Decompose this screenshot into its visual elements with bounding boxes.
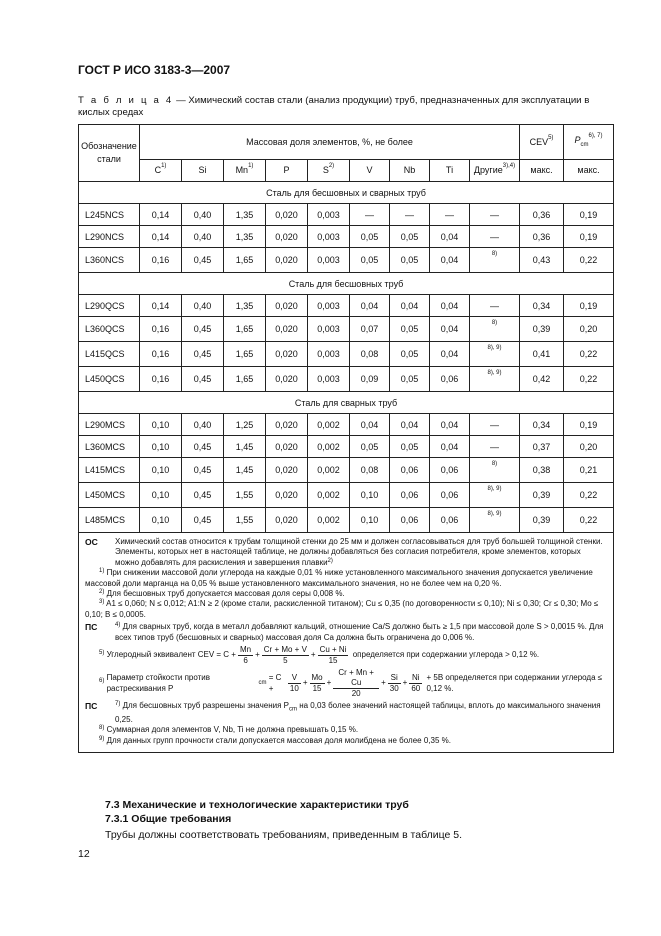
- value-cell: 0,37: [520, 436, 564, 458]
- value-cell: 0,40: [182, 414, 224, 436]
- value-cell: 8), 9): [470, 367, 520, 392]
- value-cell: 0,05: [390, 226, 430, 248]
- value-cell: 0,05: [390, 248, 430, 273]
- os-note: Химический состав относится к трубам толщиной стенки до 25 мм и должен согласовываться для труб большей толщиной стенки. Элементы, которых нет в настоящей таблице, не должны добавляться без согласия потребителя, кроме элементов, которых можно добавлять для раскисления и завершения плавки$^{2)}$: [115, 537, 603, 567]
- os-label: ОС: [85, 537, 98, 547]
- value-cell: 0,10: [140, 508, 182, 533]
- document-header: ГОСТ Р ИСО 3183-3—2007: [78, 63, 231, 77]
- value-cell: 0,020: [266, 508, 308, 533]
- value-cell: 0,04: [430, 248, 470, 273]
- value-cell: 0,08: [350, 342, 390, 367]
- value-cell: 1,25: [224, 414, 266, 436]
- value-cell: 8): [470, 248, 520, 273]
- value-cell: 0,14: [140, 204, 182, 226]
- value-cell: 0,04: [430, 414, 470, 436]
- value-cell: 0,08: [350, 458, 390, 483]
- value-cell: 0,40: [182, 226, 224, 248]
- table-row: [79, 367, 614, 392]
- value-cell: 1,45: [224, 436, 266, 458]
- value-cell: 0,19: [564, 295, 614, 317]
- table-caption: [78, 95, 613, 119]
- value-cell: 0,06: [390, 508, 430, 533]
- value-cell: 1,35: [224, 295, 266, 317]
- section-7-3-1-heading: 7.3.1 Общие требования: [105, 813, 232, 825]
- value-cell: 0,020: [266, 295, 308, 317]
- value-cell: 1,65: [224, 248, 266, 273]
- note-3: $^{3)}$ A1 ≤ 0,060; N ≤ 0,012; A1:N ≥ 2 (кроме стали, раскисленной титаном); Cu ≤ 0,35 (по договоренности ≤ 0,10); Ni ≤ 0,30; Cr ≤ 0,30; Mo ≤ 0,10; B ≤ 0,0005.: [85, 599, 599, 619]
- element-c: $C^{1)}$: [140, 159, 182, 181]
- value-cell: 0,04: [430, 317, 470, 342]
- table-row: [79, 204, 614, 226]
- value-cell: 1,55: [224, 508, 266, 533]
- note-1: $^{1)}$ При снижении массовой доли углерода на каждые 0,01 % ниже установленного максимального значения допускается увеличение массовой доли марганца на 0,05 % выше установленного максимального значения, но не более чем на 0,20 %.: [85, 568, 593, 588]
- value-cell: 0,42: [520, 367, 564, 392]
- table-row: [79, 458, 614, 483]
- value-cell: 0,10: [140, 414, 182, 436]
- element-s: $S^{2)}$: [308, 159, 350, 181]
- grade-cell: L290QCS: [79, 295, 140, 317]
- value-cell: 0,45: [182, 248, 224, 273]
- value-cell: 1,45: [224, 458, 266, 483]
- value-cell: 0,05: [390, 342, 430, 367]
- value-cell: —: [470, 414, 520, 436]
- value-cell: 0,45: [182, 458, 224, 483]
- grade-cell: L450MCS: [79, 483, 140, 508]
- value-cell: 0,05: [350, 436, 390, 458]
- cev-header: CEV$^{5)}$: [520, 125, 564, 160]
- value-cell: 1,65: [224, 317, 266, 342]
- value-cell: 0,003: [308, 295, 350, 317]
- value-cell: 0,40: [182, 204, 224, 226]
- value-cell: 0,04: [390, 295, 430, 317]
- value-cell: 0,020: [266, 342, 308, 367]
- table-row: [79, 483, 614, 508]
- value-cell: 0,04: [430, 295, 470, 317]
- table-row: [79, 295, 614, 317]
- value-cell: 0,002: [308, 508, 350, 533]
- pcm-max: макс.: [564, 159, 614, 181]
- value-cell: 0,36: [520, 204, 564, 226]
- element-v: V: [350, 159, 390, 181]
- ps-label: ПС: [85, 622, 98, 633]
- section-title: Сталь для бесшовных труб: [79, 273, 614, 295]
- value-cell: 0,05: [350, 226, 390, 248]
- value-cell: 0,003: [308, 226, 350, 248]
- page-number: 12: [78, 848, 90, 860]
- value-cell: 0,002: [308, 483, 350, 508]
- value-cell: 0,43: [520, 248, 564, 273]
- element-ti: Ti: [430, 159, 470, 181]
- element-si: Si: [182, 159, 224, 181]
- value-cell: 0,19: [564, 226, 614, 248]
- value-cell: 0,19: [564, 204, 614, 226]
- value-cell: 1,65: [224, 367, 266, 392]
- element-other: Другие$^{3),4)}$: [470, 159, 520, 181]
- value-cell: 0,020: [266, 436, 308, 458]
- value-cell: 0,04: [350, 414, 390, 436]
- element-nb: Nb: [390, 159, 430, 181]
- value-cell: 0,22: [564, 248, 614, 273]
- table-row: [79, 508, 614, 533]
- mass-fraction-header: Массовая доля элементов, %, не более: [140, 125, 520, 160]
- value-cell: 0,002: [308, 458, 350, 483]
- value-cell: —: [470, 436, 520, 458]
- note-9: $^{9)}$ Для данных групп прочности стали допускается массовая доля молибдена не более 0,35 %.: [99, 735, 451, 745]
- value-cell: 0,06: [430, 508, 470, 533]
- value-cell: 0,09: [350, 367, 390, 392]
- value-cell: 0,34: [520, 414, 564, 436]
- table-row: [79, 436, 614, 458]
- value-cell: 0,05: [390, 436, 430, 458]
- value-cell: 0,14: [140, 226, 182, 248]
- value-cell: 0,39: [520, 508, 564, 533]
- value-cell: —: [350, 204, 390, 226]
- value-cell: 0,20: [564, 436, 614, 458]
- note-8: $^{8)}$ Суммарная доля элементов V, Nb, Ti не должна превышать 0,15 %.: [99, 725, 359, 735]
- value-cell: 0,003: [308, 342, 350, 367]
- section-7-3-heading: 7.3 Механические и технологические характеристики труб: [105, 799, 409, 811]
- value-cell: 0,04: [430, 436, 470, 458]
- grade-cell: L360NCS: [79, 248, 140, 273]
- note-4: $^{4)}$ Для сварных труб, когда в металл добавляют кальций, отношение Ca/S должно быть ≥ 1,5 при массовой доле S > 0,0015 %. Для всех типов труб (бесшовных и сварных) массовая доля Ca должна быть ограничена до 0,006 %.: [115, 622, 604, 642]
- value-cell: 0,10: [140, 483, 182, 508]
- value-cell: —: [390, 204, 430, 226]
- grade-cell: L450QCS: [79, 367, 140, 392]
- element-p: P: [266, 159, 308, 181]
- table-row: [79, 226, 614, 248]
- table-row: [79, 342, 614, 367]
- value-cell: 8): [470, 317, 520, 342]
- value-cell: 0,10: [350, 483, 390, 508]
- value-cell: 0,38: [520, 458, 564, 483]
- note-6-formula: $^{6)}$ Параметр стойкости против растрескивания P cm = C + $\frac{V}{10}$ + $\frac{Mo}{15}$ + $\frac{Cr + Mn + Cu}{20}$ + $\frac{Si}{30}$ + $\frac{Ni}{60}$ + 5B определяется при содержании углерода ≤ 0,12 %.: [99, 668, 603, 699]
- value-cell: —: [470, 295, 520, 317]
- value-cell: 0,39: [520, 317, 564, 342]
- grade-cell: L290MCS: [79, 414, 140, 436]
- value-cell: 0,16: [140, 342, 182, 367]
- value-cell: 0,003: [308, 317, 350, 342]
- value-cell: —: [430, 204, 470, 226]
- note-5-formula: $^{5)}$ Углеродный эквивалент CEV = C + $\frac{Mn}{6}$ + $\frac{Cr + Mo + V}{5}$ + $\frac{Cu + Ni}{15}$ определяется при содержании углерода > 0,12 %.: [99, 645, 540, 666]
- value-cell: 0,45: [182, 317, 224, 342]
- value-cell: 1,35: [224, 204, 266, 226]
- value-cell: 0,06: [430, 367, 470, 392]
- value-cell: 0,05: [390, 367, 430, 392]
- cev-max: макс.: [520, 159, 564, 181]
- value-cell: 0,45: [182, 367, 224, 392]
- table-row: [79, 414, 614, 436]
- value-cell: 0,10: [350, 508, 390, 533]
- value-cell: 0,020: [266, 483, 308, 508]
- value-cell: 0,14: [140, 295, 182, 317]
- grade-cell: L360MCS: [79, 436, 140, 458]
- value-cell: 0,020: [266, 414, 308, 436]
- grade-cell: L415MCS: [79, 458, 140, 483]
- value-cell: 8), 9): [470, 342, 520, 367]
- value-cell: 0,10: [140, 458, 182, 483]
- note-2: $^{2)}$ Для бесшовных труб допускается массовая доля серы 0,008 %.: [99, 589, 345, 599]
- designation-header: Обозначение стали: [79, 125, 140, 182]
- value-cell: 0,21: [564, 458, 614, 483]
- value-cell: 0,003: [308, 248, 350, 273]
- value-cell: 0,06: [390, 458, 430, 483]
- note-7: $^{7)}$ Для бесшовных труб разрешены значения $P_{cm}$ на 0,03 более значений настоящей таблицы, вплоть до максимального значения 0,25.: [115, 701, 601, 725]
- section-title: Сталь для сварных труб: [79, 392, 614, 414]
- value-cell: 0,22: [564, 508, 614, 533]
- value-cell: 0,002: [308, 414, 350, 436]
- value-cell: 0,04: [350, 295, 390, 317]
- value-cell: —: [470, 226, 520, 248]
- chemical-composition-table: [78, 124, 614, 753]
- pcm-header: $P_{cm}^{6), 7)}$: [564, 125, 614, 160]
- value-cell: 0,34: [520, 295, 564, 317]
- value-cell: 0,05: [390, 317, 430, 342]
- section-7-3-1-paragraph: Трубы должны соответствовать требованиям, приведенным в таблице 5.: [105, 829, 463, 841]
- value-cell: 0,06: [430, 458, 470, 483]
- grade-cell: L485MCS: [79, 508, 140, 533]
- grade-cell: L290NCS: [79, 226, 140, 248]
- value-cell: 0,20: [564, 317, 614, 342]
- value-cell: 0,003: [308, 204, 350, 226]
- value-cell: 0,04: [430, 342, 470, 367]
- value-cell: 0,22: [564, 367, 614, 392]
- grade-cell: L360QCS: [79, 317, 140, 342]
- value-cell: 0,003: [308, 367, 350, 392]
- value-cell: —: [470, 204, 520, 226]
- value-cell: 0,40: [182, 295, 224, 317]
- value-cell: 8): [470, 458, 520, 483]
- value-cell: 0,020: [266, 317, 308, 342]
- grade-cell: L245NCS: [79, 204, 140, 226]
- value-cell: 0,22: [564, 483, 614, 508]
- value-cell: 0,002: [308, 436, 350, 458]
- value-cell: 0,05: [350, 248, 390, 273]
- value-cell: 0,020: [266, 226, 308, 248]
- value-cell: 0,06: [390, 483, 430, 508]
- value-cell: 0,16: [140, 367, 182, 392]
- value-cell: 0,45: [182, 436, 224, 458]
- value-cell: 0,06: [430, 483, 470, 508]
- value-cell: 0,39: [520, 483, 564, 508]
- value-cell: 0,16: [140, 248, 182, 273]
- table-label: Т а б л и ц а 4: [78, 95, 174, 106]
- value-cell: 0,22: [564, 342, 614, 367]
- value-cell: 1,65: [224, 342, 266, 367]
- value-cell: 8), 9): [470, 483, 520, 508]
- value-cell: 8), 9): [470, 508, 520, 533]
- value-cell: 0,36: [520, 226, 564, 248]
- grade-cell: L415QCS: [79, 342, 140, 367]
- value-cell: 0,45: [182, 483, 224, 508]
- value-cell: 0,45: [182, 508, 224, 533]
- table-row: [79, 248, 614, 273]
- table-row: [79, 317, 614, 342]
- value-cell: 0,45: [182, 342, 224, 367]
- element-mn: Mn$^{1)}$: [224, 159, 266, 181]
- value-cell: 1,55: [224, 483, 266, 508]
- value-cell: 0,41: [520, 342, 564, 367]
- value-cell: 0,020: [266, 458, 308, 483]
- value-cell: 0,16: [140, 317, 182, 342]
- value-cell: 0,04: [430, 226, 470, 248]
- value-cell: 0,020: [266, 248, 308, 273]
- value-cell: 0,020: [266, 367, 308, 392]
- ps2-label: ПС: [85, 701, 98, 712]
- value-cell: 0,19: [564, 414, 614, 436]
- table-title: — Химический состав стали (анализ продукции) труб, предназначенных для эксплуатации в кислых средах: [78, 95, 590, 118]
- value-cell: 0,07: [350, 317, 390, 342]
- value-cell: 1,35: [224, 226, 266, 248]
- section-title: Сталь для бесшовных и сварных труб: [79, 182, 614, 204]
- value-cell: 0,04: [390, 414, 430, 436]
- value-cell: 0,020: [266, 204, 308, 226]
- value-cell: 0,10: [140, 436, 182, 458]
- table-notes: [79, 533, 614, 753]
